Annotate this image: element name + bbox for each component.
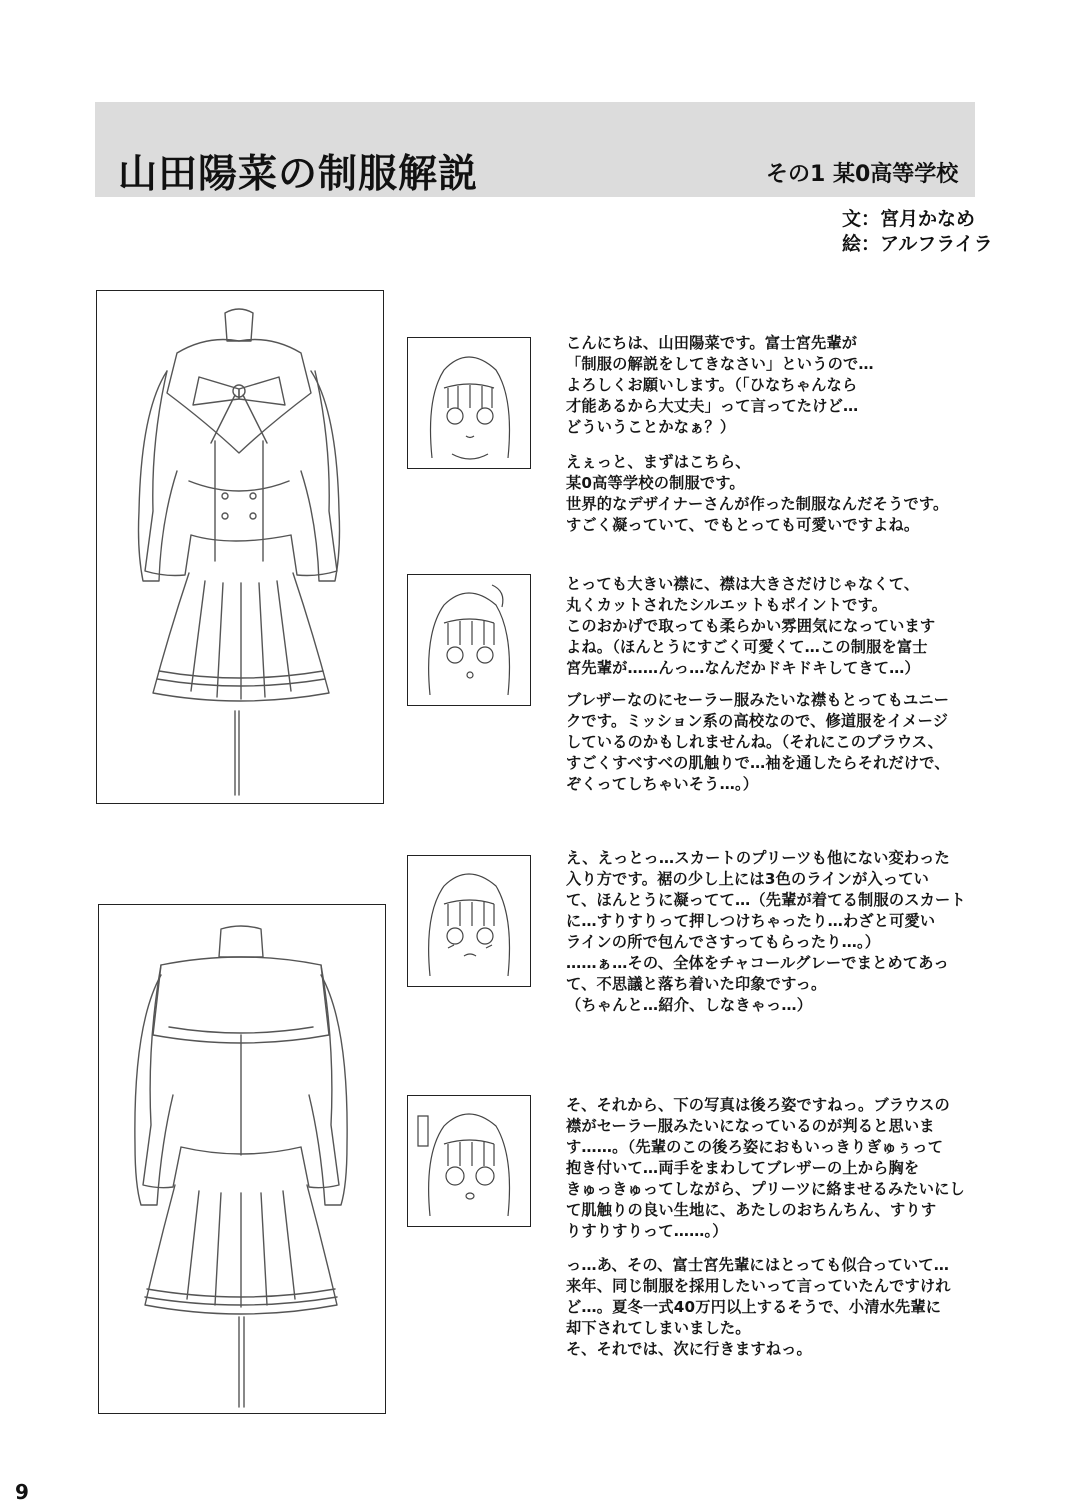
credit-writer: 文：宮月かなめ bbox=[842, 208, 976, 230]
paragraph-closing: っ…あ、その、富士宮先輩にはとっても似合っていて… 来年、同じ制服を採用したいって言っていたんですけれ ど…。夏冬一式40万円以上するそうで、小清水先輩に 却下されてしまいました。 そ、それでは、次に行きますねっ。 bbox=[566, 1256, 951, 1358]
paragraph-skirt: え、えっとっ…スカートのプリーツも他にない変わった 入り方です。裾の少し上には3色のラインが入ってい て、ほんとうに凝ってて…（先輩が着てる制服のスカート に…すりすりって押しつけちゃったり…わざと可愛い ラインの所で包んでさすってもらったり…。） ……ぁ…その、全体をチャコールグレーでまとめてあっ て、不思議と落ち着いた印象ですっ。 （ちゃんと…紹介、しなきゃっ…） bbox=[566, 849, 966, 1014]
paragraph-blazer: ブレザーなのにセーラー服みたいな襟もとってもユニー クです。ミッション系の高校なので、修道服をイメージ しているのかもしれませんね。（それにこのブラウス、 すごくすべすべの肌触りで…袖を通したらそれだけで、 ぞくってしちゃいそう…。） bbox=[566, 691, 950, 793]
paragraph-collar: とっても大きい襟に、襟は大きさだけじゃなくて、 丸くカットされたシルエットもポイントです。 このおかげで取っても柔らかい雰囲気になっています よね。（ほんとうにすごく可愛くて…この制服を富士 宮先輩が……んっ…なんだかドキドキしてきて…） bbox=[566, 575, 936, 677]
credit-artist: 絵：アルフライラ bbox=[842, 233, 993, 255]
page-subtitle: その1 某0高等学校 bbox=[766, 162, 959, 187]
hina-portrait-2 bbox=[407, 574, 531, 706]
uniform-back-illustration bbox=[98, 904, 386, 1414]
paragraph-uniform-intro: えぇっと、まずはこちら、 某0高等学校の制服です。 世界的なデザイナーさんが作った制服なんだそうです。 すごく凝っていて、でもとっても可愛いですよね。 bbox=[566, 453, 949, 534]
page-number: 9 bbox=[15, 1480, 29, 1504]
paragraph-back-view: そ、それから、下の写真は後ろ姿ですねっ。ブラウスの 襟がセーラー服みたいになっているのが判ると思いま す……。（先輩のこの後ろ姿におもいっきりぎゅぅって 抱き付いて…両手をまわしてブレザーの上から胸を きゅっきゅってしながら、プリーツに絡ませるみたいにし て肌触りの良い生地に、あたしのおちんちん、すりす りすりすりって……。） bbox=[566, 1096, 965, 1240]
paragraph-intro: こんにちは、山田陽菜です。富士宮先輩が 「制服の解説をしてきなさい」というので… よろしくお願いします。（「ひなちゃんなら 才能あるから大丈夫」って言ってたけど… どういうことかなぁ？） bbox=[566, 334, 874, 436]
page-title: 山田陽菜の制服解説 bbox=[118, 152, 479, 197]
hina-portrait-1 bbox=[407, 337, 531, 469]
hina-portrait-4 bbox=[407, 1095, 531, 1227]
uniform-front-illustration bbox=[96, 290, 384, 804]
hina-portrait-3 bbox=[407, 855, 531, 987]
